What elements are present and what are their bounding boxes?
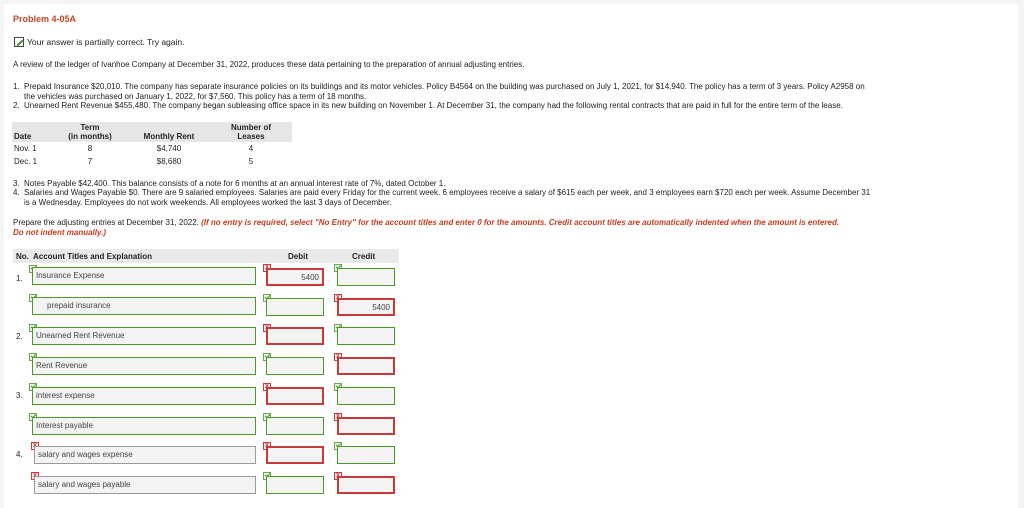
item-1: 1. Prepaid Insurance $20,010. The company has separate insurance policies on its buildings and its motor vehicles. Policy B4564 on the building was purchased on July 1, 2021, for $14,940. The policy has a term of 3 years. Policy A2958 on the vehicles was purchased on January 1, 2022, for $7,560. This policy has a term of 18 months. xyxy=(13,82,865,101)
debit-input[interactable] xyxy=(266,327,324,345)
problem-title: Problem 4-05A xyxy=(13,14,77,24)
debit-input[interactable]: 5400 xyxy=(266,268,324,286)
table-row: Nov. 1 8 $4,740 4 xyxy=(14,144,254,153)
debit-input[interactable] xyxy=(266,417,324,435)
account-field[interactable]: interest expense xyxy=(32,387,256,405)
pencil-icon xyxy=(14,37,24,47)
credit-input[interactable] xyxy=(337,387,395,405)
col-leases: Number of Leases xyxy=(231,123,271,141)
debit-input[interactable] xyxy=(266,387,324,405)
credit-input[interactable] xyxy=(337,417,395,435)
intro-text: A review of the ledger of Ivanhoe Company at December 31, 2022, produces these data pertaining to the preparation of annual adjusting entries. xyxy=(13,60,525,69)
problem-page: Problem 4-05A Your answer is partially correct. Try again. A review of the ledger of Ivanhoe Company at December 31, 2022, produces these data pertaining to the preparation of annual adjusting entries. 1. Prepaid Insurance $20,010. The company has separate insurance policies on its buildings and its motor vehicles. Policy B4564 on the building was purchased on July 1, 2021, for $14,940. The policy has a term of 3 years. Policy A2958 on the vehicles was purchased on January 1, 2022, for $7,560. This policy has a term of 18 months. 2. Unearned Rent Revenue $455,480. The company began subleasing office space in its new building on November 1. At December 31, the company had the following rental contracts that are paid in full for the entire term of the lease. Date Term (in months) Monthly Rent Number of Leases Nov. 1 8 $4,740 4 Dec. 1 7 $8,680 5 3. Notes Payable $42,400. This balance consists of a note for 6 months at an annual interest rate of 7%, dated October 1. 4. Salaries and Wages Payable $0. There are 9 salaried employees. Salaries are paid every Friday for the current week. 6 employees receive a salary of $615 each per week, and 3 employees earn $720 each per week. Assume December 31 is a Wednesday. Employees do not work weekends. All employees worked the last 3 days of December. Prepare the adjusting entries at December 31, 2022. (If no entry is required, select "No Entry" for the account titles and enter 0 for the amounts. Credit account titles are automatically indented when the amount is entered. Do not indent manually.) No. Account Titles and Explanation Debit Credit 1. Insurance Expense 5400 prepaid insurance 5400 2. Unearned Rent Revenue Rent Revenue 3. interest expense Interest payable 4. salary and wages expense salary and wages payable xyxy=(4,4,1018,508)
account-field[interactable]: salary and wages expense xyxy=(34,446,256,464)
debit-input[interactable] xyxy=(266,446,324,464)
instructions: Prepare the adjusting entries at December 31, 2022. (If no entry is required, select "No Entry" for the account titles and enter 0 for the amounts. Credit account titles are automatically indented when the amount is entered. Do not indent manually.) xyxy=(13,218,840,237)
table-row: Dec. 1 7 $8,680 5 xyxy=(14,157,254,166)
account-field[interactable]: salary and wages payable xyxy=(34,476,256,494)
col-date: Date xyxy=(14,132,32,141)
credit-input[interactable] xyxy=(337,327,395,345)
debit-input[interactable] xyxy=(266,476,324,494)
item-4: 4. Salaries and Wages Payable $0. There are 9 salaried employees. Salaries are paid every Friday for the current week. 6 employees receive a salary of $615 each per week, and 3 employees earn $720 each per week. Assume December 31 is a Wednesday. Employees do not work weekends. All employees worked the last 3 days of December. xyxy=(13,188,871,207)
account-field[interactable]: prepaid insurance xyxy=(32,297,256,315)
item-2: 2. Unearned Rent Revenue $455,480. The company began subleasing office space in its new building on November 1. At December 31, the company had the following rental contracts that are paid in full for the entire term of the lease. xyxy=(13,101,843,110)
account-field[interactable]: Unearned Rent Revenue xyxy=(32,327,256,345)
rent-table xyxy=(12,122,292,168)
account-field[interactable]: Insurance Expense xyxy=(32,267,256,285)
status-message: Your answer is partially correct. Try again. xyxy=(27,37,185,47)
account-field[interactable]: Interest payable xyxy=(32,417,256,435)
credit-input[interactable] xyxy=(337,357,395,375)
entry-table-header: No. Account Titles and Explanation Debit Credit xyxy=(13,249,399,263)
col-rent: Monthly Rent xyxy=(143,132,195,141)
credit-input[interactable]: 5400 xyxy=(337,298,395,316)
col-term: Term (in months) xyxy=(68,123,112,141)
account-field[interactable]: Rent Revenue xyxy=(32,357,256,375)
credit-input[interactable] xyxy=(337,446,395,464)
item-3: 3. Notes Payable $42,400. This balance consists of a note for 6 months at an annual interest rate of 7%, dated October 1. xyxy=(13,179,446,188)
credit-input[interactable] xyxy=(337,268,395,286)
debit-input[interactable] xyxy=(266,298,324,316)
debit-input[interactable] xyxy=(266,357,324,375)
answer-status xyxy=(14,37,184,47)
credit-input[interactable] xyxy=(337,476,395,494)
